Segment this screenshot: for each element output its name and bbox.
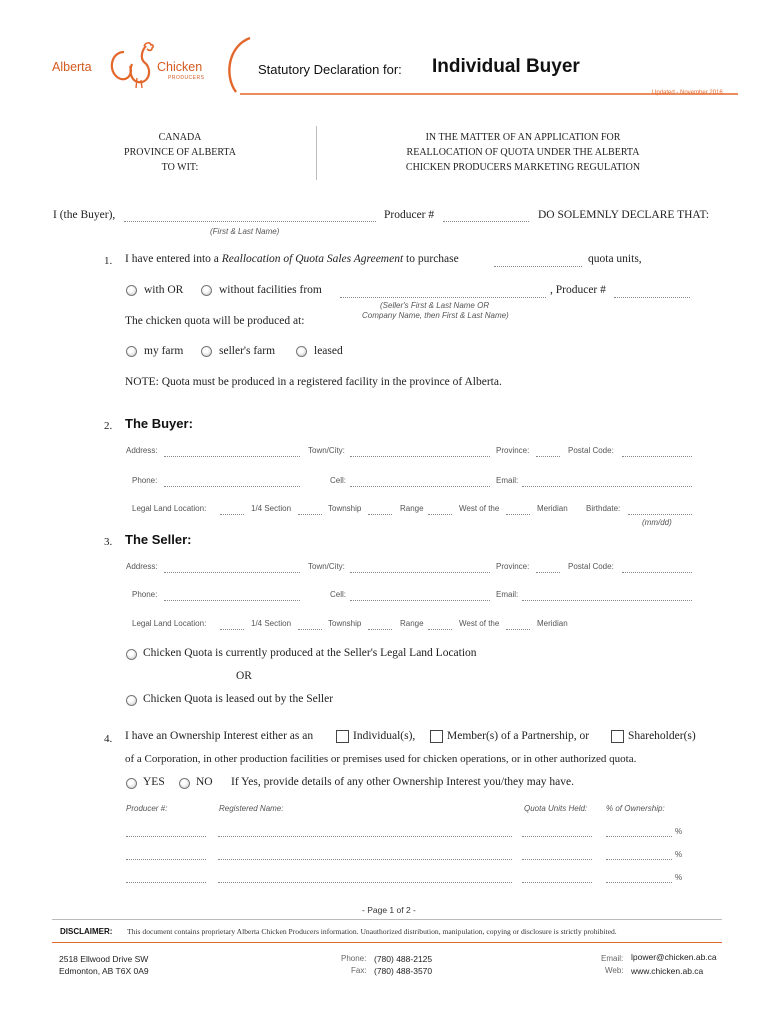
without-facilities-radio[interactable] [201,285,212,296]
seller-address-field[interactable] [164,572,300,573]
logo-text-left: Alberta [52,60,92,74]
disclaimer-text: This document contains proprietary Alberta Chicken Producers information. Unauthorized distribution, manipulation, copying or disclosure is strictly prohibited. [127,927,617,936]
seller-township-field[interactable] [368,629,392,630]
buyer-birthdate-field[interactable] [628,514,692,515]
registered-facility-note: NOTE: Quota must be produced in a registered facility in the province of Alberta. [125,376,502,388]
ownership-text-2: of a Corporation, in other production facilities or premises used for chicken operations, or in other authorized quota. [125,753,637,765]
logo [50,38,210,90]
with-facilities-radio[interactable] [126,285,137,296]
buyer-heading: The Buyer: [125,416,193,431]
updated-date: Updated - November 2016 [652,90,723,96]
buyer-province-label: Province: [496,446,530,455]
s1-text-italic: Reallocation of Quota Sales Agreement [221,253,404,265]
solemnly-declare: DO SOLEMNLY DECLARE THAT: [538,209,710,221]
s1-text-pre: I have entered into a [125,253,222,265]
seller-phone-label: Phone: [132,590,158,599]
row-1-pct-sign: % [675,827,683,836]
i-the-buyer-label: I (the Buyer), [53,209,116,221]
no-label: NO [196,776,213,788]
seller-email-field[interactable] [522,600,692,601]
buyer-range-field[interactable] [428,514,452,515]
seller-producer-label: , Producer # [550,284,606,296]
buyer-cell-field[interactable] [350,486,490,487]
quota-units-field[interactable] [494,266,582,267]
buyer-postal-label: Postal Code: [568,446,614,455]
yes-radio[interactable] [126,778,137,789]
quota-units-label: quota units, [588,253,642,265]
buyer-range-label: Range [400,504,424,513]
leased-label: leased [314,345,343,357]
seller-heading: The Seller: [125,532,192,547]
with-or-label: with OR [144,284,184,296]
row-2-pct-field[interactable] [606,859,672,860]
buyer-name-field[interactable] [124,221,376,222]
buyer-town-label: Town/City: [308,446,345,455]
logo-subtext: PRODUCERS [168,75,205,81]
title-main: Individual Buyer [432,56,580,77]
buyer-town-field[interactable] [350,456,490,457]
seller-postal-label: Postal Code: [568,562,614,571]
matter-line-1: IN THE MATTER OF AN APPLICATION FOR [425,132,621,143]
seller-producer-field[interactable] [614,297,690,298]
without-label: without facilities from [219,284,322,296]
disclaimer-rule [52,919,722,920]
buyer-quarter-label: 1/4 Section [251,504,292,513]
buyer-west-label: West of the [459,504,500,513]
seller-quarter-field[interactable] [298,629,322,630]
seller-name-hint-2: Company Name, then First & Last Name) [362,311,509,320]
buyer-west-field[interactable] [506,514,530,515]
row-3-name-field[interactable] [218,882,512,883]
birthdate-hint: (mm/dd) [642,518,672,527]
partnership-checkbox[interactable] [430,730,443,743]
section-1-number: 1. [104,255,113,267]
footer-email-label: Email: [601,954,624,963]
buyer-birthdate-label: Birthdate: [586,504,621,513]
seller-address-label: Address: [126,562,158,571]
row-2-pct-sign: % [675,850,683,859]
logo-text-right: Chicken [157,60,203,74]
shareholder-checkbox[interactable] [611,730,624,743]
buyer-email-label: Email: [496,476,519,485]
footer-phone-label: Phone: [341,954,367,963]
s1-text-post: to purchase [403,253,459,265]
seller-range-field[interactable] [428,629,452,630]
footer-phone: (780) 488-2125 [374,954,433,964]
row-3-pct-field[interactable] [606,882,672,883]
seller-township-label: Township [328,619,362,628]
quota-leased-radio[interactable] [126,695,137,706]
buyer-email-field[interactable] [522,486,692,487]
sellers-farm-label: seller's farm [219,345,276,357]
footer-fax-label: Fax: [351,966,367,975]
buyer-township-label: Township [328,504,362,513]
leased-radio[interactable] [296,346,307,357]
matter-line-3: CHICKEN PRODUCERS MARKETING REGULATION [405,162,641,173]
sellers-farm-radio[interactable] [201,346,212,357]
jurisdiction-line-3: TO WIT: [161,162,199,173]
footer-email-link[interactable]: lpower@chicken.ab.ca [631,952,717,962]
buyer-address-field[interactable] [164,456,300,457]
section-2-number: 2. [104,420,113,432]
seller-email-label: Email: [496,590,519,599]
quota-produced-radio[interactable] [126,649,137,660]
footer-web-label: Web: [605,966,624,975]
partnership-label: Member(s) of a Partnership, or [447,730,590,742]
shareholder-label: Shareholder(s) [628,730,696,742]
individual-label: Individual(s), [353,730,416,742]
row-2-producer-field[interactable] [126,859,206,860]
footer-address-1: 2518 Ellwood Drive SW [59,954,149,964]
yes-label: YES [143,776,165,788]
row-3-producer-field[interactable] [126,882,206,883]
seller-west-field[interactable] [506,629,530,630]
my-farm-radio[interactable] [126,346,137,357]
seller-name-field[interactable] [340,297,546,298]
seller-town-label: Town/City: [308,562,345,571]
quota-leased-label: Chicken Quota is leased out by the Seller [143,693,334,705]
row-3-quota-field[interactable] [522,882,592,883]
footer-rule [52,942,722,943]
seller-meridian-label: Meridian [537,619,568,628]
individual-checkbox[interactable] [336,730,349,743]
col-pct-header: % of Ownership: [606,804,665,813]
footer-web-link[interactable]: www.chicken.ab.ca [631,966,704,976]
col-name-header: Registered Name: [219,804,284,813]
no-radio[interactable] [179,778,190,789]
buyer-township-field[interactable] [368,514,392,515]
buyer-phone-label: Phone: [132,476,158,485]
header-divider [316,126,317,180]
seller-cell-label: Cell: [330,590,347,599]
seller-quarter-label: 1/4 Section [251,619,292,628]
disclaimer-label: DISCLAIMER: [60,927,113,936]
seller-province-field[interactable] [536,572,560,573]
buyer-quarter-field[interactable] [298,514,322,515]
buyer-province-field[interactable] [536,456,560,457]
row-3-pct-sign: % [675,873,683,882]
produced-at-label: The chicken quota will be produced at: [125,315,305,327]
col-producer-header: Producer #: [126,804,168,813]
buyer-producer-field[interactable] [443,221,529,222]
buyer-lll-label: Legal Land Location: [132,504,207,513]
row-2-quota-field[interactable] [522,859,592,860]
quota-produced-label: Chicken Quota is currently produced at the Seller's Legal Land Location [143,647,477,659]
page-number: - Page 1 of 2 - [362,905,416,915]
chicken-logo-icon [102,38,158,90]
footer-fax: (780) 488-3570 [374,966,433,976]
seller-town-field[interactable] [350,572,490,573]
if-yes-text: If Yes, provide details of any other Ownership Interest you/they may have. [231,776,575,788]
seller-lll-field[interactable] [220,629,244,630]
row-1-pct-field[interactable] [606,836,672,837]
seller-range-label: Range [400,619,424,628]
jurisdiction-line-1: CANADA [158,132,202,143]
row-1-name-field[interactable] [218,836,512,837]
buyer-name-hint: (First & Last Name) [210,227,280,236]
or-label: OR [236,670,252,682]
jurisdiction-line-2: PROVINCE OF ALBERTA [124,147,236,158]
buyer-cell-label: Cell: [330,476,347,485]
ownership-text-1: I have an Ownership Interest either as an [125,730,314,742]
seller-phone-field[interactable] [164,600,300,601]
seller-cell-field[interactable] [350,600,490,601]
buyer-producer-label: Producer # [384,209,435,221]
row-1-quota-field[interactable] [522,836,592,837]
my-farm-label: my farm [144,345,184,357]
matter-right [358,130,688,175]
seller-lll-label: Legal Land Location: [132,619,207,628]
seller-province-label: Province: [496,562,530,571]
section-4-number: 4. [104,733,113,745]
row-1-producer-field[interactable] [126,836,206,837]
footer-address-2: Edmonton, AB T6X 0A9 [59,966,149,976]
row-2-name-field[interactable] [218,859,512,860]
seller-name-hint-1: (Seller's First & Last Name OR [380,301,490,310]
buyer-lll-field[interactable] [220,514,244,515]
seller-west-label: West of the [459,619,500,628]
buyer-address-label: Address: [126,446,158,455]
matter-line-2: REALLOCATION OF QUOTA UNDER THE ALBERTA [406,147,640,158]
section-1-text [125,253,459,265]
col-quota-header: Quota Units Held: [524,804,588,813]
buyer-postal-field[interactable] [622,456,692,457]
jurisdiction-left [110,130,250,175]
buyer-phone-field[interactable] [164,486,300,487]
seller-postal-field[interactable] [622,572,692,573]
section-3-number: 3. [104,536,113,548]
title-prefix: Statutory Declaration for: [258,62,402,77]
buyer-meridian-label: Meridian [537,504,568,513]
